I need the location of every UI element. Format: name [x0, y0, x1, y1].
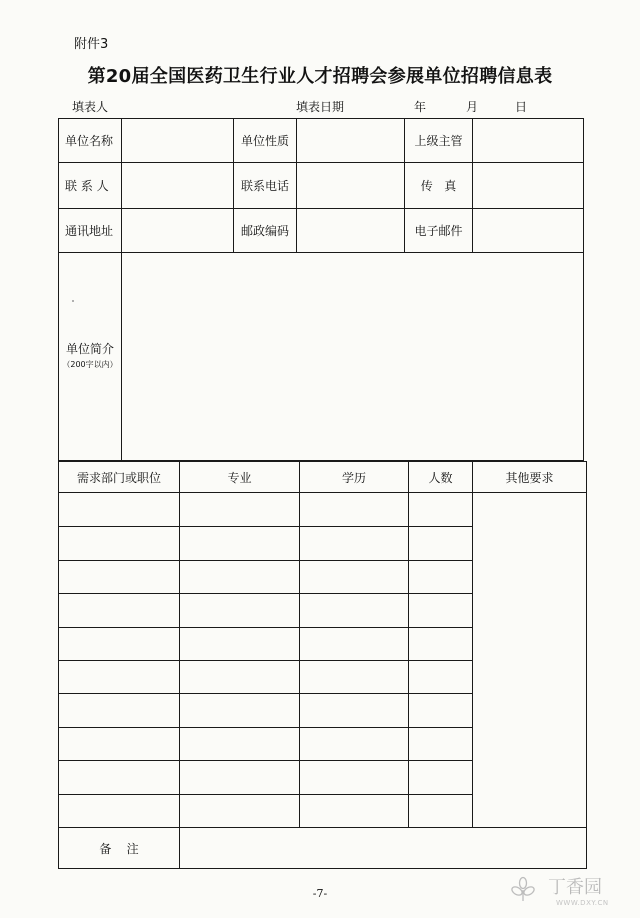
- major-cell[interactable]: [180, 561, 300, 594]
- major-cell[interactable]: [180, 493, 300, 527]
- attachment-label: 附件3: [74, 37, 109, 52]
- info-table: [58, 118, 584, 461]
- info-row: [59, 119, 584, 163]
- education-cell[interactable]: [300, 628, 409, 661]
- remarks-row: [59, 828, 587, 869]
- major-cell[interactable]: [180, 795, 300, 828]
- info-row: [59, 163, 584, 209]
- position-cell[interactable]: [59, 661, 180, 694]
- month-label: 月: [466, 100, 479, 114]
- day-label: 日: [515, 100, 528, 114]
- info-row: [59, 209, 584, 253]
- major-cell[interactable]: [180, 527, 300, 561]
- position-cell[interactable]: [59, 761, 180, 795]
- demand-header-row: [59, 462, 587, 493]
- filler-label: 填表人: [72, 100, 109, 114]
- address-label: 通讯地址: [59, 209, 122, 253]
- watermark-flower-icon: [510, 876, 536, 902]
- education-cell[interactable]: [300, 694, 409, 728]
- email-label: 电子邮件: [405, 209, 473, 253]
- headcount-cell[interactable]: [409, 628, 473, 661]
- headcount-cell[interactable]: [409, 795, 473, 828]
- education-cell[interactable]: [300, 661, 409, 694]
- scan-speck: [72, 300, 74, 302]
- headcount-header: 人数: [409, 462, 473, 493]
- intro-label-cell: [59, 253, 122, 461]
- contact-phone-label: 联系电话: [234, 163, 297, 209]
- year-label: 年: [414, 100, 427, 114]
- remarks-label: 备 注: [59, 828, 180, 869]
- supervisor-label: 上级主管: [405, 119, 473, 163]
- headcount-cell[interactable]: [409, 728, 473, 761]
- form-title: 第20届全国医药卫生行业人才招聘会参展单位招聘信息表: [87, 66, 553, 87]
- headcount-cell[interactable]: [409, 694, 473, 728]
- intro-label: 单位简介: [65, 341, 114, 356]
- watermark-text: 丁香园: [548, 877, 602, 898]
- remarks-field[interactable]: [180, 828, 587, 869]
- email-field[interactable]: [473, 209, 584, 253]
- unit-name-field[interactable]: [122, 119, 234, 163]
- education-cell[interactable]: [300, 594, 409, 628]
- date-label: 填表日期: [296, 100, 345, 114]
- contact-person-field[interactable]: [122, 163, 234, 209]
- fax-field[interactable]: [473, 163, 584, 209]
- headcount-cell[interactable]: [409, 661, 473, 694]
- position-cell[interactable]: [59, 728, 180, 761]
- unit-name-label: 单位名称: [59, 119, 122, 163]
- education-cell[interactable]: [300, 761, 409, 795]
- position-cell[interactable]: [59, 795, 180, 828]
- position-cell[interactable]: [59, 694, 180, 728]
- major-cell[interactable]: [180, 628, 300, 661]
- other-requirements-cell[interactable]: [473, 493, 587, 828]
- demand-row: [59, 493, 587, 527]
- position-header: 需求部门或职位: [59, 462, 180, 493]
- position-cell[interactable]: [59, 493, 180, 527]
- postcode-field[interactable]: [297, 209, 405, 253]
- contact-person-label: 联 系 人: [59, 163, 122, 209]
- intro-row: [59, 253, 584, 461]
- supervisor-field[interactable]: [473, 119, 584, 163]
- unit-nature-label: 单位性质: [234, 119, 297, 163]
- page-number: -7-: [312, 887, 328, 900]
- headcount-cell[interactable]: [409, 527, 473, 561]
- major-header: 专业: [180, 462, 300, 493]
- postcode-label: 邮政编码: [234, 209, 297, 253]
- headcount-cell[interactable]: [409, 761, 473, 795]
- watermark-url: WWW.DXY.CN: [556, 899, 609, 907]
- education-header: 学历: [300, 462, 409, 493]
- unit-nature-field[interactable]: [297, 119, 405, 163]
- contact-phone-field[interactable]: [297, 163, 405, 209]
- major-cell[interactable]: [180, 594, 300, 628]
- position-cell[interactable]: [59, 628, 180, 661]
- education-cell[interactable]: [300, 728, 409, 761]
- fax-label: 传 真: [405, 163, 473, 209]
- position-cell[interactable]: [59, 527, 180, 561]
- education-cell[interactable]: [300, 795, 409, 828]
- education-cell[interactable]: [300, 493, 409, 527]
- major-cell[interactable]: [180, 761, 300, 795]
- position-cell[interactable]: [59, 594, 180, 628]
- demand-table: [58, 461, 587, 869]
- major-cell[interactable]: [180, 728, 300, 761]
- education-cell[interactable]: [300, 561, 409, 594]
- major-cell[interactable]: [180, 694, 300, 728]
- intro-note: （200字以内）: [62, 359, 118, 369]
- other-requirements-header: 其他要求: [473, 462, 587, 493]
- intro-field[interactable]: [122, 253, 584, 461]
- major-cell[interactable]: [180, 661, 300, 694]
- headcount-cell[interactable]: [409, 493, 473, 527]
- address-field[interactable]: [122, 209, 234, 253]
- headcount-cell[interactable]: [409, 561, 473, 594]
- headcount-cell[interactable]: [409, 594, 473, 628]
- education-cell[interactable]: [300, 527, 409, 561]
- position-cell[interactable]: [59, 561, 180, 594]
